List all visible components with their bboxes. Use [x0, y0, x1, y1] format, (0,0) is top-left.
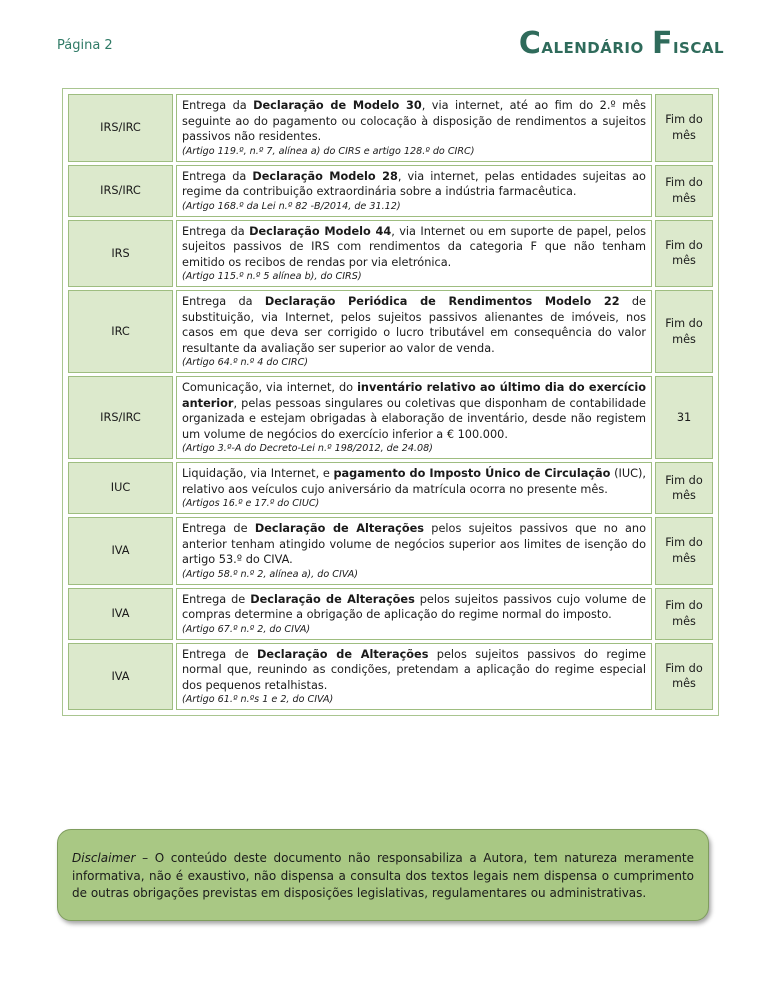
obligation-row — [68, 517, 713, 585]
description-text: Comunicação, via internet, do — [182, 381, 358, 394]
obligation-name: Declaração de Alterações — [257, 647, 429, 661]
obligation-row — [68, 290, 713, 373]
obligation-description-cell — [176, 517, 652, 585]
legal-reference: (Artigo 67.º n.º 2, do CIVA) — [182, 623, 311, 635]
description-text: , via internet, até ao fim do 2.º mês seguinte ao do pagamento ou colocação à disposição de rendimentos a sujeitos passivos não residentes. — [182, 99, 646, 143]
deadline-cell: Fim do mês — [655, 165, 713, 217]
obligation-row — [68, 588, 713, 640]
deadline-cell: Fim do mês — [655, 220, 713, 288]
title-initial-2: F — [651, 26, 673, 61]
description-text: , via Internet ou em suporte de papel, pelos sujeitos passivos de IRS com rendimentos da categoria F que não tenham emitido os recibos de rendas por via eletrónica. — [182, 224, 646, 269]
obligation-name: Declaração Modelo 28 — [252, 169, 398, 183]
legal-reference: (Artigo 115.º n.º 5 alínea b), do CIRS) — [182, 271, 362, 282]
obligation-description-cell — [176, 588, 652, 640]
legal-reference: (Artigo 61.º n.ºs 1 e 2, do CIVA) — [182, 694, 334, 705]
legal-reference: (Artigo 119.º, n.º 7, alínea a) do CIRS e artigo 128.º do CIRC) — [182, 145, 475, 157]
description-text: Entrega de — [182, 647, 258, 661]
obligation-row — [68, 462, 713, 514]
legal-reference: (Artigo 168.º da Lei n.º 82 -B/2014, de 31.12) — [182, 200, 401, 212]
obligation-description-cell — [176, 165, 652, 217]
tax-type-cell: IRS/IRC — [68, 94, 173, 162]
tax-type-cell: IRS — [68, 220, 173, 288]
obligation-description-cell — [176, 290, 652, 373]
tax-type-cell: IVA — [68, 588, 173, 640]
document-title — [519, 26, 724, 61]
disclaimer-label: Disclaimer — [72, 851, 136, 865]
description-text: Entrega da — [182, 295, 265, 308]
description-text: pelos sujeitos passivos cujo volume de compras determine a obrigação de aplicação do regime normal do imposto. — [182, 592, 646, 621]
obligation-description-cell — [176, 462, 652, 514]
legal-reference: (Artigo 64.º n.º 4 do CIRC) — [182, 357, 309, 368]
tax-type-cell: IRS/IRC — [68, 165, 173, 217]
deadline-cell: Fim do mês — [655, 517, 713, 585]
deadline-cell: Fim do mês — [655, 94, 713, 162]
obligation-description-cell — [176, 376, 652, 459]
legal-reference: (Artigo 58.º n.º 2, alínea a), do CIVA) — [182, 568, 359, 580]
obligation-row — [68, 94, 713, 162]
description-text: Entrega de — [182, 592, 251, 606]
description-text: , via internet, pelas entidades sujeitas ao regime da contribuição extraordinária sobre a indústria farmacêutica. — [182, 169, 646, 198]
obligation-row — [68, 220, 713, 288]
description-text: Entrega da — [182, 99, 254, 112]
description-text: Entrega da — [182, 169, 253, 183]
disclaimer-text: – O conteúdo deste documento não responsabiliza a Autora, tem natureza meramente informativa, não é exaustivo, não dispensa a consulta dos textos legais nem dispensa o cumprimento de outras obrigações previstas em disposições legislativas, regulamentares ou administrativas. — [72, 851, 694, 900]
obligation-description-cell — [176, 643, 652, 711]
obligation-row — [68, 643, 713, 711]
deadline-cell: Fim do mês — [655, 643, 713, 711]
obligation-name: Declaração Modelo 44 — [249, 224, 392, 238]
obligation-description-cell — [176, 94, 652, 162]
tax-type-cell: IUC — [68, 462, 173, 514]
obligation-name: Declaração de Alterações — [250, 592, 415, 606]
description-text: pelos sujeitos passivos que no ano anterior tenham atingido volume de negócios superior aos limites de isenção do artigo 53.º do CIVA. — [182, 522, 646, 566]
description-text: , pelas pessoas singulares ou coletivas que disponham de contabilidade organizada e estejam obrigadas à elaboração de inventário, desde não registem um volume de negócios do exercício inferior a € 100.000. — [182, 396, 646, 441]
description-text: Entrega de — [182, 522, 255, 535]
page-number: Página 2 — [57, 38, 113, 53]
description-text: de substituição, via Internet, pelos sujeitos passivos alienantes de imóveis, nos casos em que deva ser corrigido o lucro tributável em consequência do valor resultante da avaliação ser superior ao valor de venda. — [182, 295, 646, 355]
description-text: Entrega da — [182, 224, 250, 238]
obligation-name: Declaração de Alterações — [254, 522, 425, 535]
obligations-grid — [65, 91, 716, 713]
title-initial-1: C — [518, 26, 542, 61]
obligation-name: pagamento do Imposto Único de Circulação — [333, 467, 611, 480]
obligation-description-cell — [176, 220, 652, 288]
legal-reference: (Artigos 16.º e 17.º do CIUC) — [182, 498, 320, 509]
tax-type-cell: IVA — [68, 643, 173, 711]
description-text: (IUC), relativo aos veículos cujo aniversário da matrícula ocorra no presente mês. — [182, 467, 646, 496]
obligation-row — [68, 165, 713, 217]
disclaimer-box — [57, 829, 709, 921]
obligations-table — [62, 88, 719, 716]
obligation-name: inventário relativo ao último dia do exercício anterior — [182, 381, 646, 410]
title-word-1-rest: alendário — [541, 34, 644, 59]
tax-type-cell: IRS/IRC — [68, 376, 173, 459]
obligation-name: Declaração de Modelo 30 — [253, 99, 422, 112]
description-text: Liquidação, via Internet, e — [182, 467, 334, 480]
deadline-cell: Fim do mês — [655, 290, 713, 373]
legal-reference: (Artigo 3.º-A do Decreto-Lei n.º 198/2012, de 24.08) — [182, 443, 433, 454]
deadline-cell: 31 — [655, 376, 713, 459]
tax-type-cell: IRC — [68, 290, 173, 373]
obligation-row — [68, 376, 713, 459]
obligation-name: Declaração Periódica de Rendimentos Modelo 22 — [264, 295, 620, 308]
tax-type-cell: IVA — [68, 517, 173, 585]
description-text: pelos sujeitos passivos do regime normal que, reunindo as condições, pretendam a aplicação do regime especial dos pequenos retalhistas. — [182, 647, 646, 692]
deadline-cell: Fim do mês — [655, 588, 713, 640]
title-word-2-rest: iscal — [672, 34, 724, 59]
deadline-cell: Fim do mês — [655, 462, 713, 514]
